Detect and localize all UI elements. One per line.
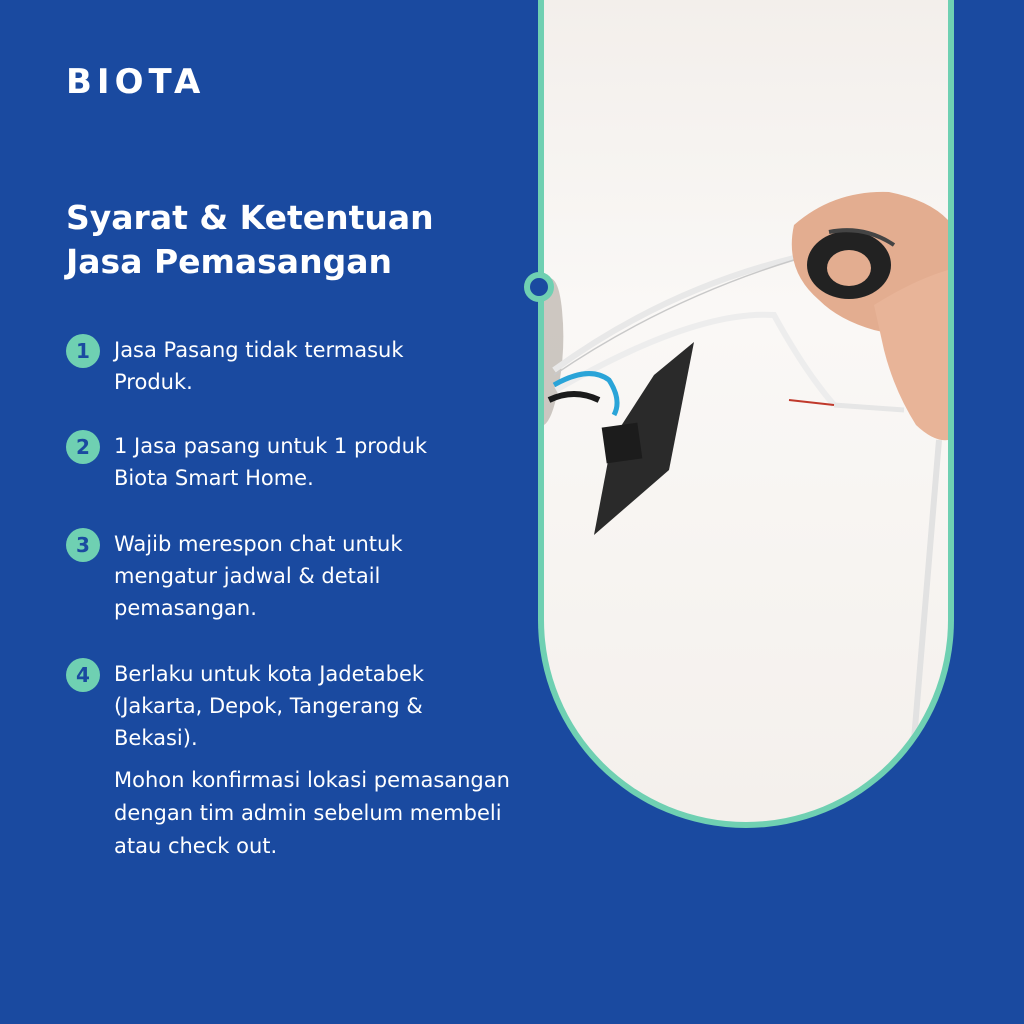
installation-photo xyxy=(538,0,954,828)
switch-module xyxy=(602,423,643,464)
wiring-illustration xyxy=(544,0,948,822)
note-line: Mohon konfirmasi lokasi pemasangan xyxy=(114,768,510,792)
term-line: pemasangan. xyxy=(114,596,257,620)
accent-dot xyxy=(524,272,554,302)
term-line: Wajib merespon chat untuk xyxy=(114,532,403,556)
term-line: Jasa Pasang tidak termasuk xyxy=(114,338,404,362)
title-line-2: Jasa Pemasangan xyxy=(66,242,392,281)
note-line: atau check out. xyxy=(114,834,278,858)
number-badge: 2 xyxy=(66,430,100,464)
term-line: Bekasi). xyxy=(114,726,198,750)
number-badge: 1 xyxy=(66,334,100,368)
black-wire xyxy=(549,394,599,400)
term-text xyxy=(114,528,534,624)
tape-roll-center xyxy=(827,250,871,286)
number-badge: 4 xyxy=(66,658,100,692)
term-line: Produk. xyxy=(114,370,193,394)
term-text xyxy=(114,658,534,754)
wall-hole xyxy=(544,278,563,425)
location-note xyxy=(114,764,584,863)
term-line: (Jakarta, Depok, Tangerang & xyxy=(114,694,423,718)
term-line: mengatur jadwal & detail xyxy=(114,564,381,588)
number-badge: 3 xyxy=(66,528,100,562)
white-wire xyxy=(834,405,904,410)
white-wire xyxy=(914,440,939,740)
white-wire xyxy=(556,315,834,405)
term-line: Biota Smart Home. xyxy=(114,466,314,490)
term-line: 1 Jasa pasang untuk 1 produk xyxy=(114,434,428,458)
brand-logo: BIOTA xyxy=(66,62,206,102)
page-title xyxy=(66,196,506,284)
title-line-1: Syarat & Ketentuan xyxy=(66,198,434,237)
term-text xyxy=(114,430,534,494)
note-line: dengan tim admin sebelum membeli xyxy=(114,801,502,825)
term-line: Berlaku untuk kota Jadetabek xyxy=(114,662,425,686)
term-text xyxy=(114,334,534,398)
